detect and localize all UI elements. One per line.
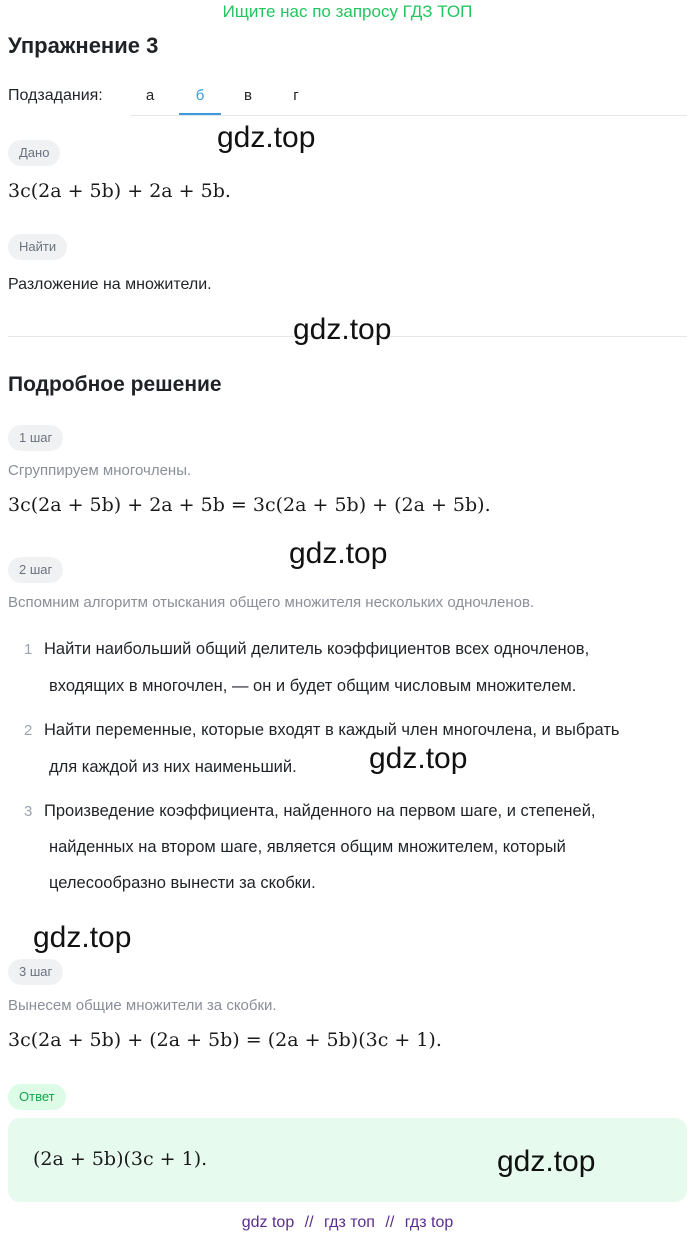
list-item-line: входящих в многочлен, — он и будет общим числовым множителем. <box>49 677 577 695</box>
find-chip: Найти <box>8 234 67 260</box>
step-2-chip: 2 шаг <box>8 557 63 583</box>
footer-link[interactable]: гдз топ <box>324 1214 375 1231</box>
list-item-line: Найти наибольший общий делитель коэффициентов всех одночленов, <box>44 640 590 658</box>
answer-expression: (2a + 5b)(3c + 1). <box>33 1148 208 1170</box>
step-1-description: Сгруппируем многочлены. <box>8 462 192 479</box>
solution-title: Подробное решение <box>8 373 222 396</box>
subtasks-label: Подзадания: <box>8 87 103 104</box>
list-item-line: Найти переменные, которые входят в каждый член многочлена, и выбрать <box>44 721 620 739</box>
step-2-description: Вспомним алгоритм отыскания общего множителя нескольких одночленов. <box>8 594 535 611</box>
list-item-line: Произведение коэффициента, найденного на первом шаге, и степеней, <box>44 802 596 820</box>
list-item-number: 1 <box>24 641 33 658</box>
given-chip: Дано <box>8 140 60 166</box>
footer-link[interactable]: gdz top <box>241 1214 295 1231</box>
watermark: gdz.top <box>289 537 388 570</box>
tabs-divider <box>130 115 687 116</box>
step-1-expression: 3c(2a + 5b) + 2a + 5b = 3c(2a + 5b) + (2a + 5b). <box>8 494 491 516</box>
step-3-expression: 3c(2a + 5b) + (2a + 5b) = (2a + 5b)(3c + 1). <box>8 1029 442 1051</box>
step-1-chip: 1 шаг <box>8 425 63 451</box>
promo-link[interactable]: Ищите нас по запросу ГДЗ ТОП <box>222 2 473 21</box>
exercise-title: Упражнение 3 <box>8 33 159 58</box>
watermark: gdz.top <box>497 1145 596 1178</box>
find-text: Разложение на множители. <box>8 276 212 293</box>
list-item-line: для каждой из них наименьший. <box>49 758 297 776</box>
watermark: gdz.top <box>369 742 468 775</box>
list-item-number: 2 <box>24 722 33 739</box>
watermark: gdz.top <box>217 121 316 154</box>
answer-chip: Ответ <box>8 1084 66 1110</box>
tab-subtask-a[interactable]: а <box>145 87 155 104</box>
watermark: gdz.top <box>293 313 392 346</box>
step-3-description: Вынесем общие множители за скобки. <box>8 997 277 1014</box>
footer-link[interactable]: гдз top <box>404 1214 454 1231</box>
list-item-line: найденных на втором шаге, является общим множителем, который <box>49 838 566 856</box>
given-expression: 3c(2a + 5b) + 2a + 5b. <box>8 180 231 202</box>
footer-links <box>0 1214 695 1232</box>
list-item-line: целесообразно вынести за скобки. <box>49 874 316 892</box>
tab-subtask-b[interactable]: б <box>195 87 205 104</box>
tab-subtask-g[interactable]: г <box>293 87 299 104</box>
footer-separator: // <box>385 1214 395 1231</box>
step-3-chip: 3 шаг <box>8 959 63 985</box>
tab-subtask-v[interactable]: в <box>244 87 252 104</box>
active-tab-indicator <box>179 113 221 115</box>
list-item-number: 3 <box>24 803 33 820</box>
watermark: gdz.top <box>33 921 132 954</box>
footer-separator: // <box>304 1214 314 1231</box>
